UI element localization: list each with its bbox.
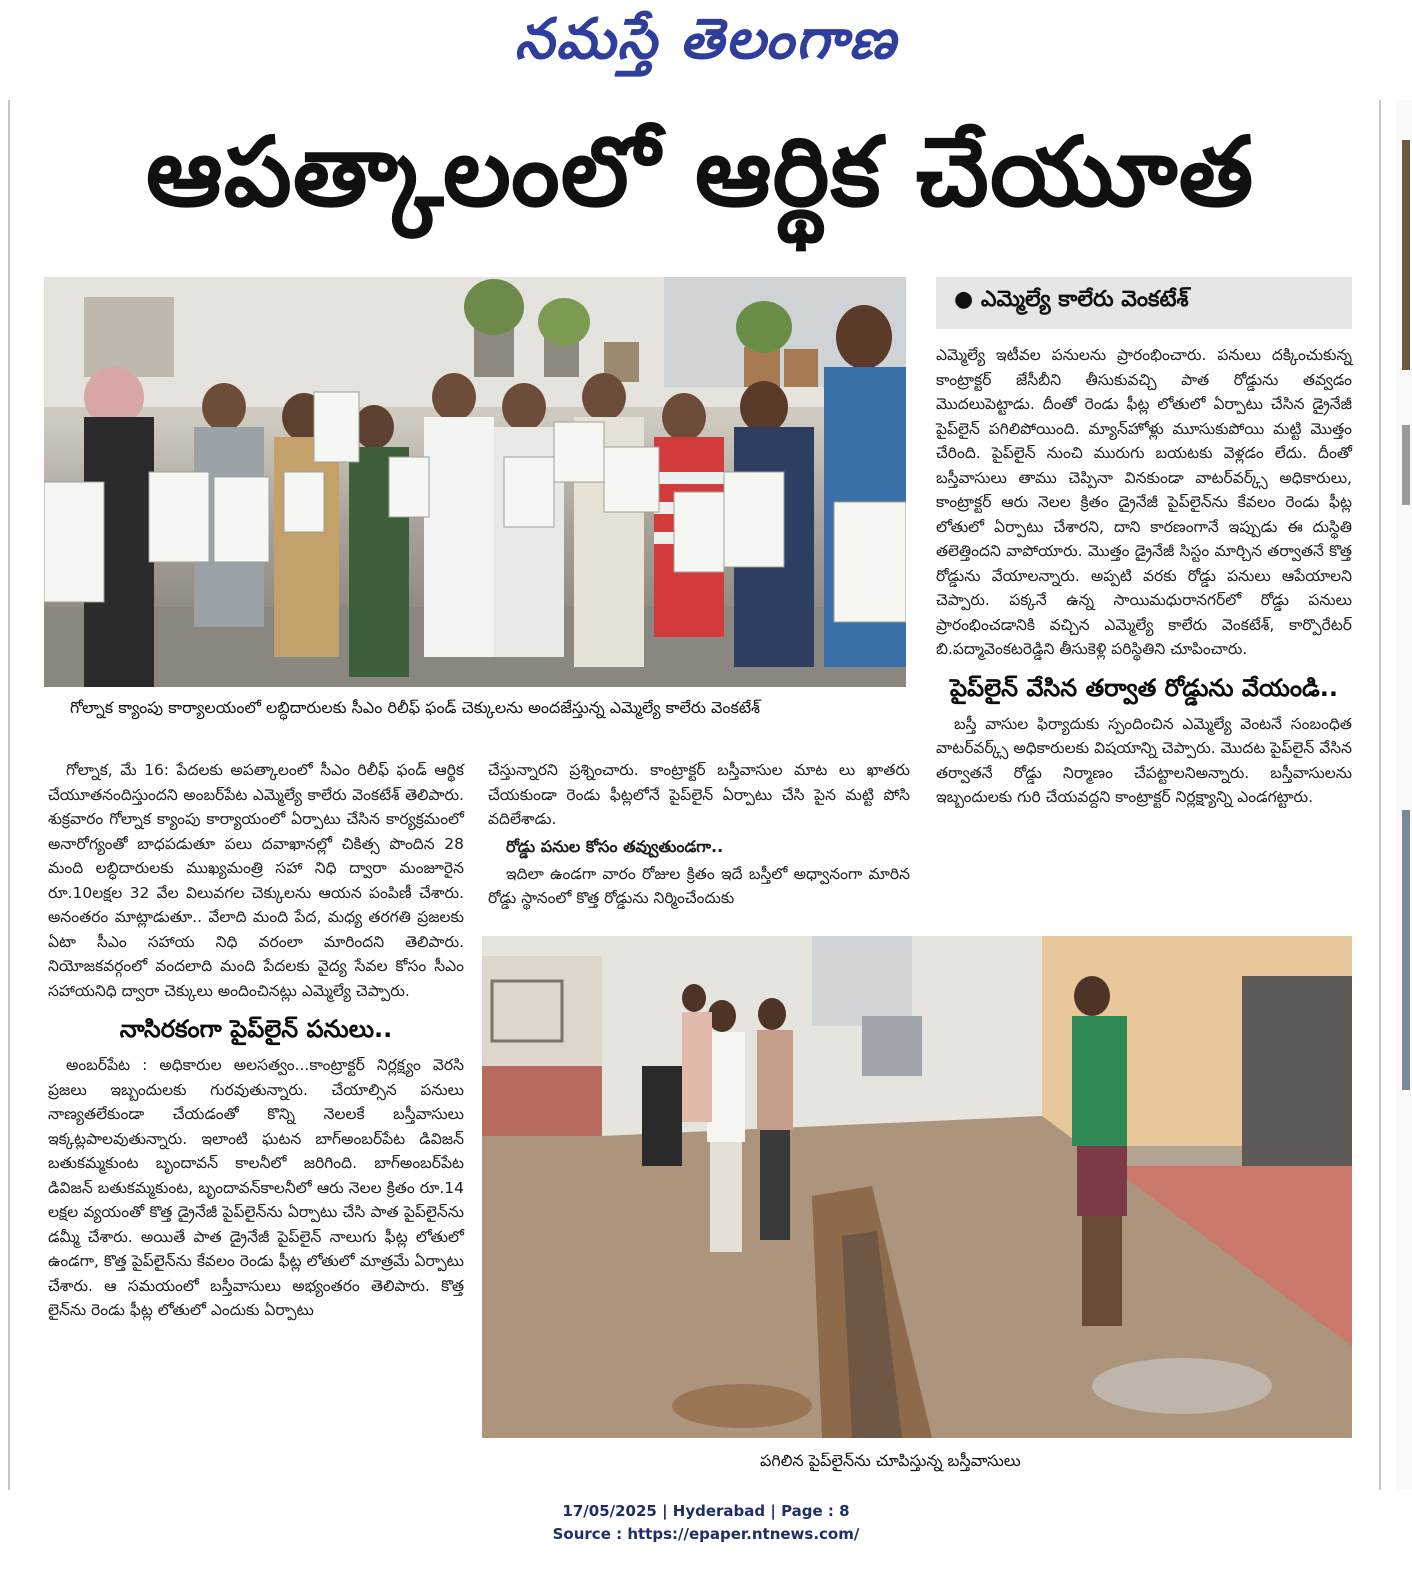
headline: ఆపత్కాలంలో ఆర్థిక చేయూత bbox=[145, 116, 1255, 228]
page-border-left bbox=[8, 100, 10, 1490]
footer-date-edition: 17/05/2025 | Hyderabad | Page : 8 bbox=[562, 1502, 850, 1520]
right-column bbox=[936, 343, 1352, 810]
middle-column-paragraph: ఇదిలా ఉండగా వారం రోజుల క్రితం ఇదే బస్తీలో అధ్వానంగా మారిన రోడ్డు స్థానంలో కొత్త రోడ్డును నిర్మించేందుకు bbox=[488, 864, 910, 907]
right-column-subhead: పైప్‌లైన్ వేసిన తర్వాత రోడ్డును వేయండి.. bbox=[949, 673, 1338, 702]
photo-1-caption: గోల్నాక క్యాంపు కార్యాలయంలో లబ్ధిదారులకు సీఎం రిలీఫ్ ఫండ్ చెక్కులను అందజేస్తున్న ఎమ్మెల్యే కాలేరు వెంకటేశ్ bbox=[70, 698, 760, 717]
footer-source: Source : https://epaper.ntnews.com/ bbox=[552, 1525, 860, 1543]
masthead bbox=[0, 0, 1412, 84]
right-column-paragraph: బస్తీ వాసుల ఫిర్యాదుకు స్పందించిన ఎమ్మెల్యే వెంటనే సంబంధిత వాటర్‌వర్క్స్ అధికారులకు విషయాన్ని చెప్పారు. మొదట పైప్‌లైన్ వేసిన తర్వాతనే రోడ్డు నిర్మాణం చేపట్టాలనిఅన్నారు. బస్తీవాసులను ఇబ్బందులకు గురి చేయవద్దని కాంట్రాక్టర్ నిర్లక్ష్యాన్ని ఎండగట్టారు. bbox=[936, 714, 1352, 806]
photo-beneficiaries-with-cheques bbox=[44, 277, 906, 687]
right-column-paragraph: ఎమ్మెల్యే ఇటీవల పనులను ప్రారంభించారు. పనులు దక్కించుకున్న కాంట్రాక్టర్ జేసీబీని తీసుకువచ్చి పాత రోడ్డును తవ్వడం మొదలుపెట్టాడు. దీంతో రెండు ఫీట్ల లోతులో ఏర్పాటు చేసిన డ్రైనేజీ పైప్‌లైన్ పగిలిపోయింది. మ్యాన్‌హోళ్లు మూసుకుపోయి మట్టి మొత్తం చేరింది. పైప్‌లైన్ నుంచి మురుగు బయటకు వెళ్లడం లేదు. దీంతో బస్తీవాసులు తాము చెప్పినా వినకుండా వాటర్‌వర్క్స్ అధికారులు, కాంట్రాక్టర్ ఆరు నెలల క్రితం డ్రైనేజీ పైప్‌లైన్‌ను కేవలం రెండు ఫీట్ల లోతులో ఏర్పాటు చేశారని, దాని కారణంగానే ఇప్పుడు ఈ దుస్థితి తలెత్తిందని వాపోయారు. మొత్తం డ్రైనేజీ సిస్టం మార్చిన తర్వాతనే కొత్త రోడ్డును వేయాలన్నారు. అప్పటి వరకు రోడ్డు పనులు ఆపేయాలని చెప్పారు. పక్కనే ఉన్న సాయిమధురానగర్‌లో రోడ్డు పనులు ప్రారంభించడానికి వచ్చిన ఎమ్మెల్యే కాలేరు వెంకటేశ్, కార్పొరేటర్ బి.పద్మావెంకటరెడ్డిని తీసుకెళ్లి పరిస్థితిని చూపించారు. bbox=[936, 346, 1352, 658]
adjacent-page-strip bbox=[1396, 100, 1412, 1490]
middle-column bbox=[488, 758, 910, 911]
byline-label: ● ఎమ్మెల్యే కాలేరు వెంకటేశ్ bbox=[954, 287, 1189, 312]
byline-box bbox=[936, 277, 1352, 329]
left-column-paragraph: అంబర్‌పేట : అధికారుల అలసత్వం...కాంట్రాక్టర్ నిర్లక్ష్యం వెరసి ప్రజలు ఇబ్బందులకు గురవుతున్నారు. చేయాల్సిన పనులు నాణ్యతలేకుండా చేయడంతో కొన్ని నెలలకే బస్తీవాసులు ఇక్కట్లపాలవుతున్నారు. ఇలాంటి ఘటన బాగ్‌అంబర్‌పేట డివిజన్ బతుకమ్మకుంట బృందావన్ కాలనీలో జరిగింది. బాగ్‌అంబర్‌పేట డివిజన్ బతుకమ్మకుంట, బృందావన్‌కాలనీలో ఆరు నెలల క్రితం రూ.14 లక్షల వ్యయంతో కొత్త డ్రైనేజీ పైప్‌లైన్‌ను ఏర్పాటు చేసి పాత పైప్‌లైన్‌ను డమ్మీ చేశారు. అయితే పాత డ్రైనేజీ పైప్‌లైన్ నాలుగు ఫీట్ల లోతులో ఉండగా, కొత్త పైప్‌లైన్‌ను కేవలం రెండు ఫీట్ల లోతులో మాత్రమే ఏర్పాటు చేశారు. ఆ సమయంలో బస్తీవాసులు అభ్యంతరం తెలిపారు. కొత్త లైన్‌ను రెండు ఫీట్ల లోతులో ఎందుకు ఏర్పాటు bbox=[48, 1056, 464, 1319]
photo-broken-pipeline-street bbox=[482, 936, 1352, 1438]
left-column-paragraph: గోల్నాక, మే 16: పేదలకు అపత్కాలంలో సీఎం రిలీఫ్ ఫండ్ ఆర్థిక చేయూతనందిస్తుందని అంబర్‌పేట ఎమ్మెల్యే కాలేరు వెంకటేశ్ తెలిపారు. శుక్రవారం గోల్నాక క్యాంపు కార్యాయంలో ఏర్పాటు చేసిన కార్యక్రమంలో అనారోగ్యంతో బాధపడుతూ పలు దవాఖానల్లో చికిత్స పొందిన 28 మంది లబ్ధిదారులకు ముఖ్యమంత్రి సహా నిధి ద్వారా మంజూరైన రూ.10లక్షల 32 వేల విలువగల చెక్కులను ఆయన పంపిణీ చేశారు. అనంతరం మాట్లాడుతూ.. వేలాది మంది పేద, మధ్య తరగతి ప్రజలకు ఏటా సీఎం సహాయ నిధి వరంలా మారిందని తెలిపారు. నియోజకవర్గంలో వందలాది మంది పేదలకు వైద్య సేవల కోసం సీఎం సహాయనిధి ద్వారా చెక్కులు అందించినట్లు ఎమ్మెల్యే చెప్పారు. bbox=[48, 761, 464, 1000]
newspaper-logo-title: నమస్తే తెలంగాణ bbox=[514, 6, 898, 72]
photo-2-caption: పగిలిన పైప్‌లైన్‌ను చూపిస్తున్న బస్తీవాసులు bbox=[760, 1451, 1021, 1470]
middle-column-subhead: రోడ్డు పనుల కోసం తవ్వుతుండగా.. bbox=[506, 836, 724, 856]
left-column-subhead: నాసిరకంగా పైప్‌లైన్ పనులు.. bbox=[119, 1015, 393, 1043]
middle-column-paragraph: చేస్తున్నారని ప్రశ్నించారు. కాంట్రాక్టర్ బస్తీవాసుల మాట లు ఖాతరు చేయకుండా రెండు ఫీట్లలోనే పైప్‌లైన్ ఏర్పాటు చేసి పైన మట్టి పోసి వదిలేశాడు. bbox=[488, 761, 910, 828]
page-border-right bbox=[1379, 100, 1381, 1490]
left-column bbox=[48, 758, 464, 1323]
page-footer bbox=[0, 1500, 1412, 1546]
